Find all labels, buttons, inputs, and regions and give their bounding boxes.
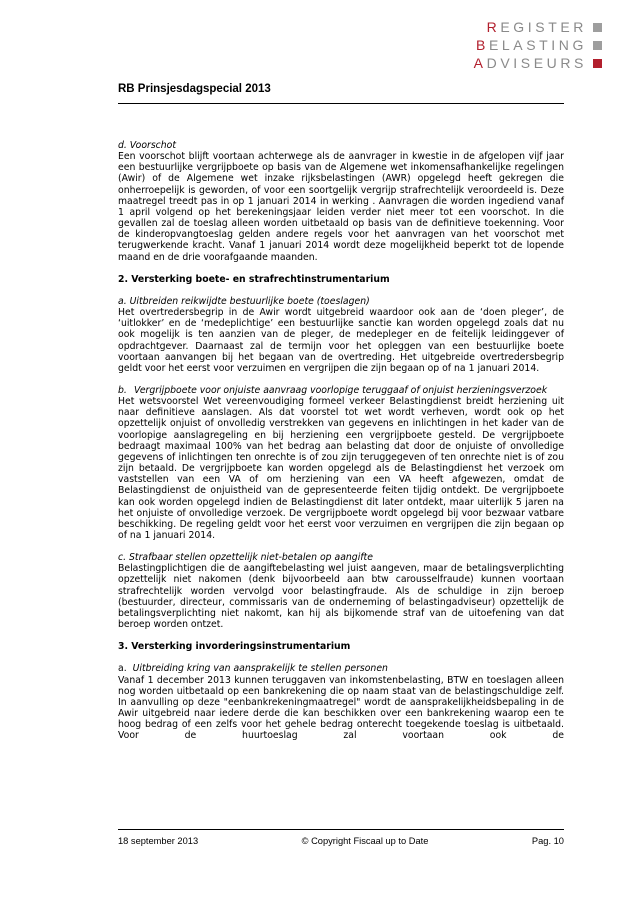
header-divider xyxy=(118,103,564,104)
subsection-letter: a. xyxy=(118,663,133,675)
logo-line-belasting xyxy=(444,36,602,54)
logo-word: ELASTING xyxy=(488,37,587,53)
logo-square-icon xyxy=(593,59,602,68)
subsection-letter: b. xyxy=(118,384,127,396)
footer-divider xyxy=(118,829,564,830)
logo-word: EGISTER xyxy=(500,19,587,35)
paragraph-3a: Vanaf 1 december 2013 kunnen teruggaven van inkomstenbelasting, BTW en toeslagen alleen nog worden uitbetaald op een bankrekening die op naam staat van de belastingschuldige zelf. In aanvulling op deze "eenbankrekeningmaatregel" wordt de aansprakelijkheidsbepaling in de Awir uitgebreid naar iedere derde die kan beschikken over een bankrekening waarop een te hoog bedrag of een zelfs voor het gehele bedrag onterecht toegekende toeslag is uitbetaald. Voor de huurtoeslag zal voortaan ook de xyxy=(118,674,564,742)
footer-copyright: © Copyright Fiscaal up to Date xyxy=(301,836,429,846)
subsection-heading-3a xyxy=(118,663,564,674)
logo-initial: B xyxy=(476,37,489,53)
page-title: RB Prinsjesdagspecial 2013 xyxy=(118,83,271,95)
document-body xyxy=(118,140,564,742)
footer-page-number: Pag. 10 xyxy=(531,836,564,846)
paragraph-2c: Belastingplichtigen die de aangiftebelasting wel juist aangeven, maar de betalingsverplichting opzettelijk niet nakomen (denk bijvoorbeeld aan btw carousselfraude) kunnen voortaan strafrechtelijk worden vervolgd voor belastingfraude. Als de schuldige in zijn beroep (bestuurder, directeur, commissaris van de onderneming of belastingadviseur) opzettelijk de betalingsverplichting niet nakomt, kan hij als bijkomende straf van de uitoefening van dat beroep worden ontzet. xyxy=(118,563,564,631)
logo-square-icon xyxy=(593,23,602,32)
company-logo xyxy=(444,18,602,72)
paragraph-2a: Het overtredersbegrip in de Awir wordt uitgebreid waardoor ook aan de ‘doen pleger’, de ‘uitlokker’ en de ‘medeplichtige’ een bestuurlijke sanctie kan worden opgelegd zoals dat nu ook mogelijk is ten aanzien van de pleger, de medepleger en de feitelijk leidinggever of opdrachtgever. Daarnaast zal de termijn voor het opleggen van een bestuurlijke boete voortaan aanvangen bij het begaan van de overtreding. Het uitgebreide overtredersbegrip geldt voor het eerst voor verzuimen en vergrijpen die zijn begaan op of na 1 januari 2014. xyxy=(118,307,564,374)
subsection-heading-2c: c. Strafbaar stellen opzettelijk niet-betalen op aangifte xyxy=(118,552,373,564)
logo-line-register xyxy=(444,18,602,36)
subsection-heading-voorschot: d. Voorschot xyxy=(118,140,177,151)
subsection-heading-2b xyxy=(118,385,564,396)
logo-initial: A xyxy=(473,55,487,71)
section-heading-3: 3. Versterking invorderingsinstrumentarium xyxy=(118,641,351,653)
logo-line-adviseurs xyxy=(444,54,602,72)
subsection-heading-text: Vergrijpboete voor onjuiste aanvraag voorlopige teruggaaf of onjuist herzieningsverzoek xyxy=(134,384,548,396)
paragraph-voorschot: Een voorschot blijft voortaan achterwege als de aanvrager in kwestie in de afgelopen vijf jaar een bestuurlijke vergrijpboete op basis van de Algemene wet inkomensafhankelijke regelingen (Awir) of de Algemene wet inzake rijksbelastingen (AWR) opgelegd heeft gekregen die onherroepelijk is geworden, of voor een soortgelijk vergrijp strafrechtelijk veroordeeld is. Deze maatregel treedt pas in op 1 januari 2014 in werking . Aanvragen die worden ingediend vanaf 1 april volgend op het berekeningsjaar leiden verder niet meer tot een voorschot. In die gevallen zal de toeslag alleen worden uitbetaald op basis van de definitieve toekenning. Voor de kinderopvangtoeslag gelden andere regels voor het aanvragen van het voorschot met terugwerkende kracht. Vanaf 1 januari 2014 wordt deze mogelijkheid beperkt tot de lopende maand en de drie voorafgaande maanden. xyxy=(118,151,564,263)
subsection-heading-text: Uitbreiding kring van aansprakelijk te stellen personen xyxy=(132,663,388,675)
logo-square-icon xyxy=(593,41,602,50)
page-footer xyxy=(118,836,564,846)
section-heading-2: 2. Versterking boete- en strafrechtinstrumentarium xyxy=(118,273,390,285)
logo-word: DVISEURS xyxy=(486,55,587,71)
paragraph-2b: Het wetsvoorstel Wet vereenvoudiging formeel verkeer Belastingdienst breidt herziening uit naar definitieve aanslagen. Als dat voorstel tot wet wordt verheven, wordt ook op het opzettelijk onjuist of onvolledig verstrekken van gegevens en inlichtingen in het kader van de voorlopige aanslagregeling en bij herziening een vergrijpboete gesteld. De vergrijpboete bedraagt maximaal 100% van het bedrag aan belasting dat door de onjuiste of onvolledige gegevens of inlichtingen ten onrechte is of zou zijn teruggegeven of ten onrechte niet is of zou zijn betaald. De vergrijpboete kan worden opgelegd als de Belastingdienst het verzoek om vaststellen van een VA of om herziening van een VA heeft afgewezen, omdat de Belastingdienst de onjuistheid van de gepresenteerde feiten tijdig ontdekt. De vergrijpboete kan ook worden opgelegd indien de Belastingdienst dit later ontdekt, maar uiterlijk 5 jaren na het onjuiste of onvolledige verzoek. De vergrijpboete wordt opgelegd bij voor bezwaar vatbare beschikking. De regeling geldt voor het eerst voor verzuimen en vergrijpen die zijn begaan op of na 1 januari 2014. xyxy=(118,396,564,541)
subsection-heading-2a: a. Uitbreiden reikwijdte bestuurlijke boete (toeslagen) xyxy=(118,295,370,307)
logo-initial: R xyxy=(486,19,501,35)
footer-date: 18 september 2013 xyxy=(118,836,199,846)
